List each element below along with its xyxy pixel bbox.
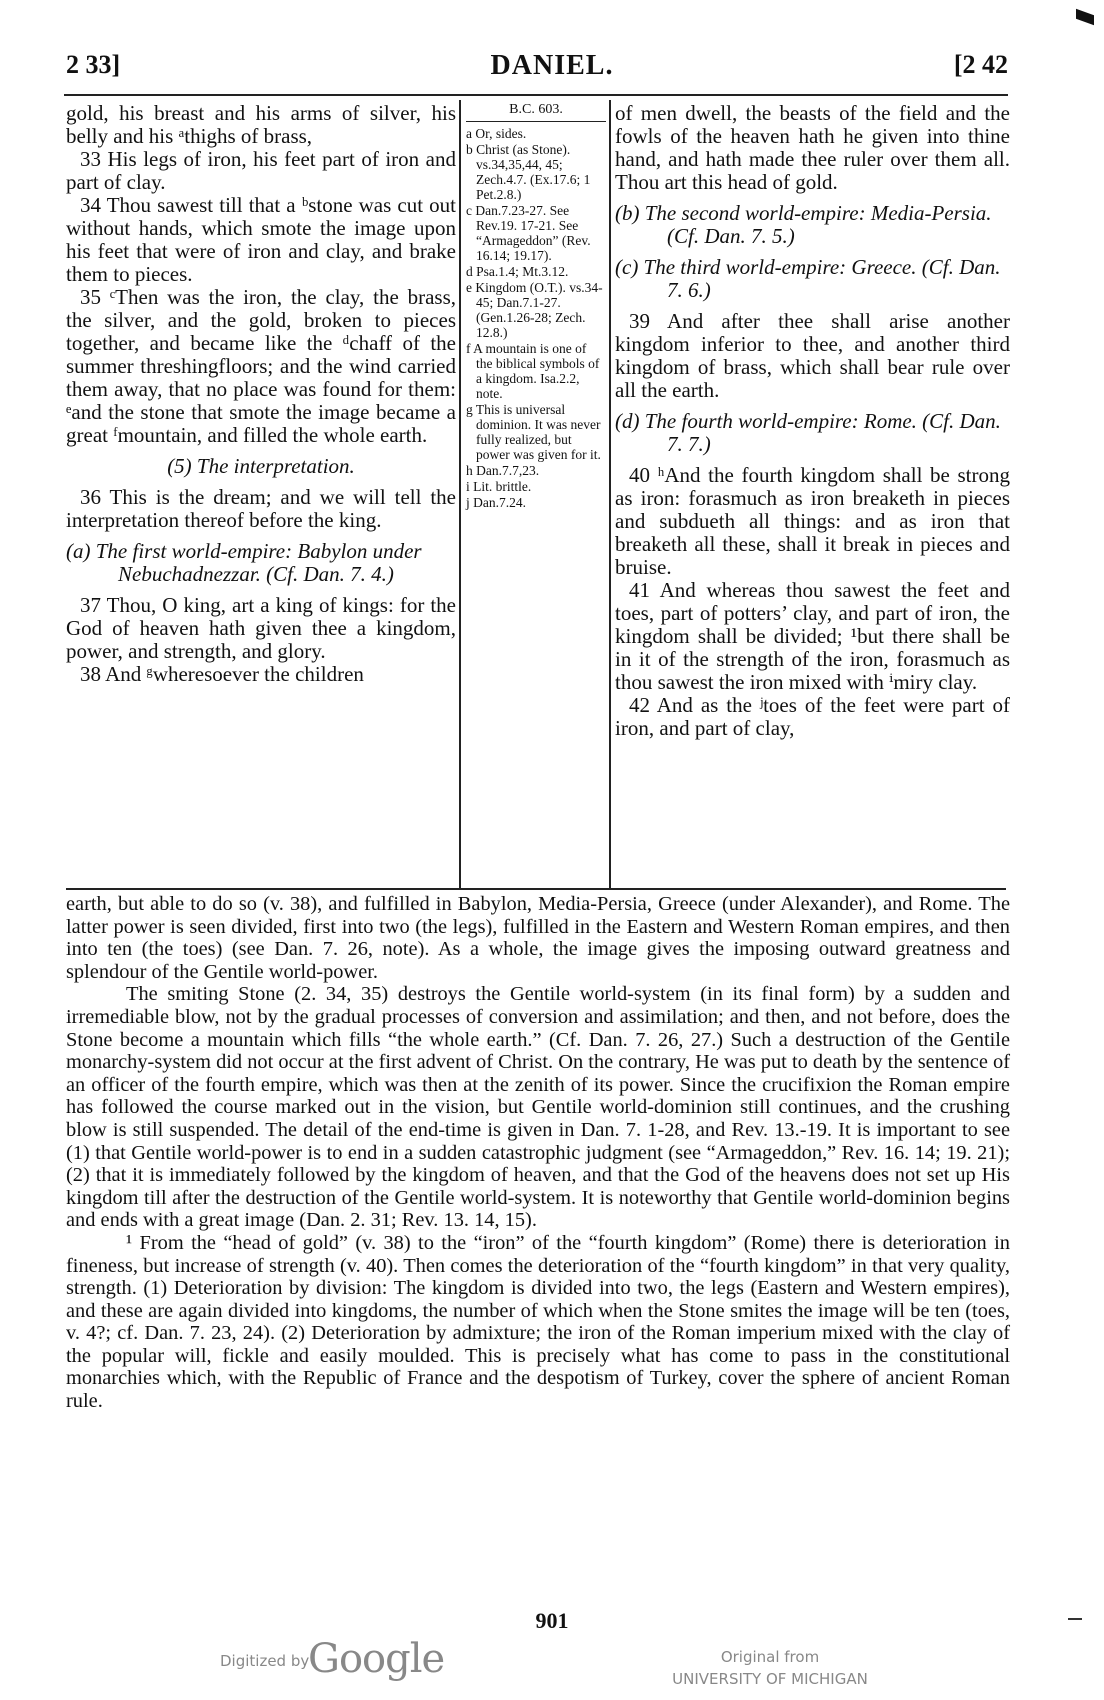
header-right-ref: [2 42	[953, 50, 1008, 79]
left-text-column	[66, 102, 456, 686]
margin-note: i Lit. brittle.	[466, 479, 532, 494]
header-left-ref: 2 33]	[66, 50, 121, 79]
original-from-label: Original from	[720, 1648, 820, 1666]
margin-note: e Kingdom (O.T.). vs.34-45; Dan.7.1-27. (Gen.1.26-28; Zech. 12.8.)	[466, 280, 603, 340]
margin-note: g This is universal dominion. It was never fully realized, but power was given for it.	[466, 402, 601, 462]
margin-dash	[1068, 1618, 1082, 1620]
verse-paragraph: 39 And after thee shall arise another kingdom inferior to thee, and another third kingdom of brass, which shall bear rule over all the earth.	[615, 309, 1010, 402]
column-divider-left	[459, 100, 461, 890]
institution-label: UNIVERSITY OF MICHIGAN	[672, 1670, 868, 1688]
commentary-paragraph: The smiting Stone (2. 34, 35) destroys the Gentile world-system (in its final form) by a sudden and irremediable blow, not by the gradual processes of conversion and assimilation; and then, and not before, does the Stone become a mountain which fills “the whole earth.” (Cf. Dan. 7. 26, 27.) Such a destruction of the Gentile monarchy-system did not occur at the first advent of Christ. On the contrary, He was put to death by the sentence of an officer of the fourth empire, which was then at the zenith of its power. Since the crucifixion the Roman empire has followed the course marked out in the vision, but Gentile world-dominion still continues, and the crushing blow is still suspended. The detail of the end-time is given in Dan. 7. 1-28, and Rev. 13.-19. It is important to see (1) that Gentile world-power is to end in a sudden catastrophic judgment (see “Armageddon,” Rev. 16. 14; 19. 21); (2) that it is immediately followed by the kingdom of heaven, and that the God of the heavens does not set up His kingdom till after the destruction of the Gentile world-system. It is noteworthy that Gentile world-dominion begins and ends with a great image (Dan. 2. 31; Rev. 13. 14, 15).	[66, 983, 1010, 1232]
verse-paragraph: 36 This is the dream; and we will tell the interpretation thereof before the king.	[66, 485, 456, 532]
margin-note: h Dan.7.7,23.	[466, 463, 540, 478]
margin-notes-list	[466, 126, 606, 510]
page-number: 901	[535, 1608, 569, 1633]
margin-note: c Dan.7.23-27. See Rev.19. 17-21. See “Armageddon” (Rev. 16.14; 19.17).	[466, 203, 591, 263]
verse-paragraph: of men dwell, the beasts of the field and the fowls of the heaven hath he given into thine hand, and hath made thee ruler over them all. Thou art this head of gold.	[615, 101, 1010, 194]
verse-paragraph: 35 ᶜThen was the iron, the clay, the brass, the silver, and the gold, broken to pieces together, and became like the ᵈchaff of the summer threshingfloors; and the wind carried them away, that no place was found for them: ᵉand the stone that smote the image became a great ᶠmountain, and filled the whole earth.	[66, 285, 456, 447]
margin-note: a Or, sides.	[466, 126, 527, 141]
column-divider-right	[609, 100, 611, 890]
margin-notes-column	[466, 102, 606, 511]
verse-paragraph: 42 And as the ʲtoes of the feet were part of iron, and part of clay,	[615, 693, 1010, 740]
section-heading: (5) The interpretation.	[167, 454, 355, 478]
verse-paragraph: 37 Thou, O king, art a king of kings: for the God of heaven hath given thee a kingdom, power, and strength, and glory.	[66, 593, 456, 663]
digitized-by-label: Digitized by	[220, 1652, 310, 1670]
verse-paragraph: 34 Thou sawest till that a ᵇstone was cut out without hands, which smote the image upon his feet that were of iron and clay, and brake them to pieces.	[66, 193, 456, 286]
google-logo: Google	[308, 1636, 445, 1682]
section-heading: (d) The fourth world-empire: Rome. (Cf. Dan. 7. 7.)	[615, 409, 1001, 456]
margin-note: b Christ (as Stone). vs.34,35,44, 45; Zech.4.7. (Ex.17.6; 1 Pet.2.8.)	[466, 142, 591, 202]
verse-paragraph: gold, his breast and his arms of silver, his belly and his ᵃthighs of brass,	[66, 101, 456, 148]
verse-paragraph: 41 And whereas thou sawest the feet and toes, part of potters’ clay, and part of iron, the kingdom shall be divided; ¹but there shall be in it of the strength of the iron, forasmuch as thou sawest the iron mixed with ⁱmiry clay.	[615, 578, 1010, 694]
section-heading: (b) The second world-empire: Media-Persia. (Cf. Dan. 7. 5.)	[615, 201, 992, 248]
columns-end-rule	[66, 888, 1006, 890]
section-heading: (c) The third world-empire: Greece. (Cf. Dan. 7. 6.)	[615, 255, 1001, 302]
section-heading: (a) The first world-empire: Babylon under Nebuchadnezzar. (Cf. Dan. 7. 4.)	[66, 539, 422, 586]
verse-paragraph: 40 ʰAnd the fourth kingdom shall be strong as iron: forasmuch as iron breaketh in pieces and subdueth all things: and as iron that breaketh all these, shall it break in pieces and bruise.	[615, 463, 1010, 579]
original-from-stamp	[660, 1646, 880, 1690]
verse-paragraph: 33 His legs of iron, his feet part of iron and part of clay.	[66, 147, 456, 194]
footnote-commentary	[66, 893, 1010, 1413]
verse-paragraph: 38 And ᵍwheresoever the children	[80, 662, 364, 686]
margin-note: f A mountain is one of the biblical symbols of a kingdom. Isa.2.2, note.	[466, 341, 600, 401]
page-title: DANIEL.	[490, 50, 614, 81]
commentary-paragraph: earth, but able to do so (v. 38), and fulfilled in Babylon, Media-Persia, Greece (under Alexander), and Rome. The latter power is seen divided, first into two (the legs), fulfilled in the Eastern and Western Roman empires, and then into ten (the toes) (see Dan. 7. 26, note). As a whole, the image gives the imposing outward greatness and splendour of the Gentile world-power.	[66, 893, 1010, 983]
right-text-column	[615, 102, 1010, 740]
margin-note: j Dan.7.24.	[466, 495, 526, 510]
corner-mark	[1076, 9, 1094, 26]
header-rule	[64, 94, 1008, 96]
commentary-paragraph: ¹ From the “head of gold” (v. 38) to the “iron” of the “fourth kingdom” (Rome) there is deterioration in fineness, but increase of strength (v. 40). Then comes the deterioration of the “fourth kingdom” in that very quality, strength. (1) Deterioration by division: The kingdom is divided into two, the legs (Eastern and Western empires), and these are again divided into kingdoms, the number of which when the Stone smites the image will be ten (toes, v. 4?; cf. Dan. 7. 23, 24). (2) Deterioration by admixture; the iron of the Roman imperium mixed with the clay of the popular will, fickle and easily moulded. This is precisely what has come to pass in the constitutional monarchies which, with the Republic of France and the despotism of Turkey, cover the sphere of ancient Roman rule.	[66, 1231, 1010, 1413]
margin-date: B.C. 603.	[466, 102, 606, 122]
margin-note: d Psa.1.4; Mt.3.12.	[466, 264, 569, 279]
